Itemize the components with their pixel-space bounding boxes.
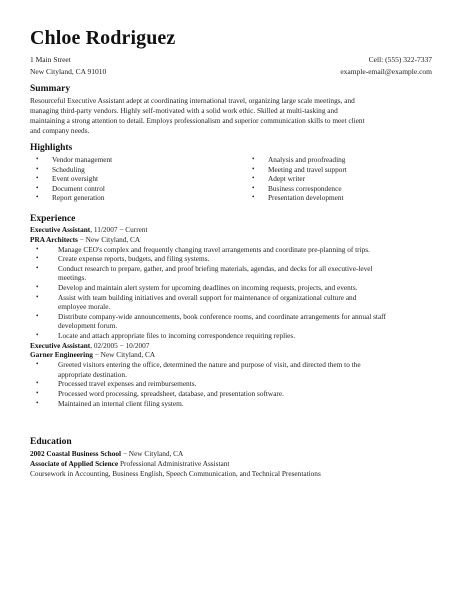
- summary-heading: Summary: [30, 84, 71, 94]
- bullet-icon: •: [36, 311, 39, 320]
- bullet-icon: •: [36, 174, 39, 183]
- company-line: Garner Engineering − New Cityland, CA: [30, 350, 156, 360]
- highlights-heading: Highlights: [30, 143, 73, 153]
- degree-line: Associate of Applied Science Professional Administrative Assistant: [30, 458, 230, 468]
- bullet-icon: •: [36, 398, 39, 407]
- task-list: [30, 360, 434, 408]
- list-item: • Assist with team building initiatives and overall support for maintenance of organizational culture and employee morale.: [36, 292, 357, 312]
- bullet-icon: •: [252, 155, 255, 163]
- bullet-icon: •: [36, 244, 39, 253]
- list-item: • Scheduling: [36, 164, 85, 174]
- bullet-icon: •: [36, 164, 39, 173]
- list-item: • Adept writer: [252, 174, 306, 184]
- bullet-icon: •: [36, 183, 39, 192]
- job-title-line: Executive Assistant, 02/2005 − 10/2007: [30, 340, 150, 350]
- phone-number: Cell: (555) 322-7337: [368, 55, 432, 64]
- job-title-line: Executive Assistant, 11/2007 − Current: [30, 225, 148, 234]
- list-item: • Conduct research to prepare, gather, and proof briefing materials, agendas, and decks for all executive-level meetings.: [36, 263, 373, 283]
- list-item: • Create expense reports, budgets, and filing systems.: [36, 254, 210, 264]
- education-section: [30, 437, 434, 479]
- list-item: • Document control: [36, 183, 105, 193]
- list-item: • Develop and maintain alert system for upcoming deadlines on incoming requests, projects, and events.: [36, 282, 358, 292]
- list-item: • Maintained an internal client filing system.: [36, 398, 184, 408]
- bullet-icon: •: [36, 379, 39, 388]
- city-state-zip: New Cityland, CA 91010: [30, 67, 107, 76]
- summary-section: [30, 84, 434, 136]
- list-item: • Processed word processing, spreadsheet, database, and presentation software.: [36, 388, 284, 398]
- bullet-icon: •: [252, 164, 255, 173]
- list-item: • Vendor management: [36, 155, 113, 164]
- summary-line: and company needs.: [30, 126, 90, 135]
- list-item: • Greeted visitors entering the office, determined the nature and purpose of visit, and directed them to the appropriate destination.: [36, 360, 361, 379]
- bullet-icon: •: [36, 292, 39, 301]
- contact-row-2: [30, 67, 432, 77]
- bullet-icon: •: [36, 254, 39, 263]
- highlights-left-list: [36, 155, 218, 203]
- email-address: example-email@example.com: [340, 67, 432, 76]
- bullet-icon: •: [36, 388, 39, 397]
- bullet-icon: •: [252, 174, 255, 183]
- summary-line: maintaining a strong attention to detail. Employs professionalism and superior communication skills to meet client: [30, 116, 365, 125]
- education-heading: Education: [30, 437, 72, 447]
- list-item: • Presentation development: [252, 193, 344, 203]
- list-item: • Report generation: [36, 193, 105, 203]
- bullet-icon: •: [36, 330, 39, 339]
- list-item: • Distribute company-wide announcements, book conference rooms, and coordinate arrangements for annual staff development forum.: [36, 311, 386, 331]
- company-line: PRA Architects − New Cityland, CA: [30, 234, 141, 244]
- list-item: • Locate and attach appropriate files to incoming correspondence requiring replies.: [36, 330, 296, 340]
- bullet-icon: •: [36, 155, 39, 163]
- list-item: • Manage CEO's complex and frequently changing travel arrangements and coordinate pre-planning of trips.: [36, 244, 370, 254]
- candidate-name: Chloe Rodriguez: [30, 27, 176, 49]
- bullet-icon: •: [252, 183, 255, 192]
- list-item: • Processed travel expenses and reimbursements.: [36, 379, 197, 389]
- job-entry: [30, 341, 434, 409]
- school-line: 2002 Coastal Business School − New Cityland, CA: [30, 449, 184, 458]
- experience-section: [30, 214, 434, 408]
- street-address: 1 Main Street: [30, 55, 71, 64]
- contact-row-1: [30, 55, 432, 65]
- bullet-icon: •: [252, 193, 255, 202]
- task-list: [30, 245, 434, 341]
- bullet-icon: •: [36, 263, 39, 272]
- list-item: • Analysis and proofreading: [252, 155, 346, 164]
- bullet-icon: •: [36, 193, 39, 202]
- list-item: • Business correspondence: [252, 183, 342, 193]
- bullet-icon: •: [36, 360, 39, 369]
- summary-line: managing third-party vendors. Highly self-motivated with a solid work ethic. Skilled at multi-tasking and: [30, 106, 338, 115]
- highlights-right-list: [252, 155, 434, 203]
- list-item: • Event oversight: [36, 174, 99, 184]
- highlights-columns: [30, 155, 434, 203]
- coursework-line: Coursework in Accounting, Business English, Speech Communication, and Technical Presentations: [30, 468, 321, 478]
- job-entry: [30, 225, 434, 341]
- list-item: • Meeting and travel support: [252, 164, 347, 174]
- summary-line: Resourceful Executive Assistant adept at coordinating international travel, organizing large scale meetings, and: [30, 96, 355, 105]
- bullet-icon: •: [36, 282, 39, 291]
- experience-heading: Experience: [30, 214, 76, 224]
- highlights-section: [30, 143, 434, 203]
